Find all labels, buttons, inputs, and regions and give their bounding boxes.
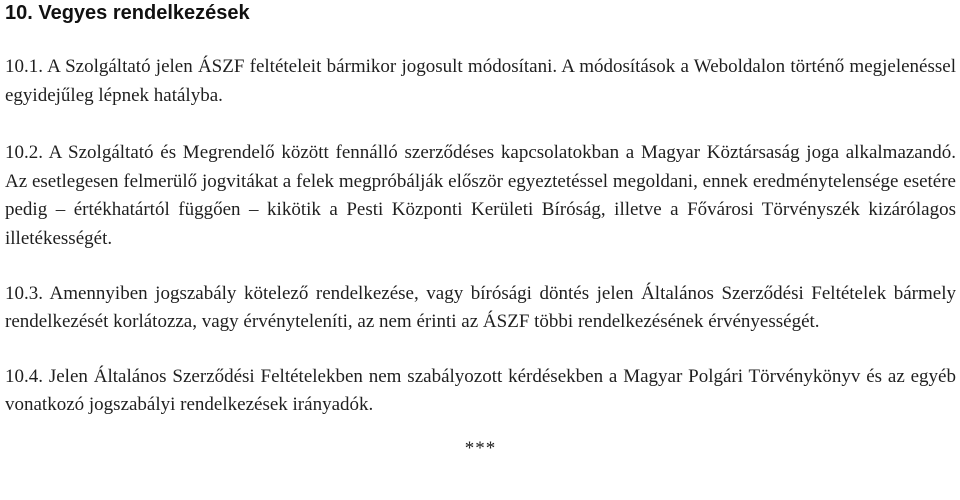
paragraph-10-4: 10.4. Jelen Általános Szerződési Feltételekben nem szabályozott kérdésekben a Magyar Polgári Törvénykönyv és az egyéb vonatkozó jogszabályi rendelkezések irányadók. <box>5 365 956 416</box>
paragraph-10-2: 10.2. A Szolgáltató és Megrendelő között fennálló szerződéses kapcsolatokban a Magyar Köztársaság joga alkalmazandó. Az esetlegesen felmerülő jogvitákat a felek megpróbálják először egyeztetéssel megoldani, ennek eredménytelensége esetére pedig – értékhatártól függően – kikötik a Pesti Központi Kerületi Bíróság, illetve a Fővárosi Törvényszék kizárólagos illetékességét. <box>5 142 956 249</box>
paragraph-10-1: 10.1. A Szolgáltató jelen ÁSZF feltételeit bármikor jogosult módosítani. A módosítások a Weboldalon történő megjelenéssel egyidejűleg lépnek hatályba. <box>5 56 956 106</box>
section-end-mark: *** <box>464 437 497 459</box>
section-heading: 10. Vegyes rendelkezések <box>5 2 250 24</box>
paragraph-10-3: 10.3. Amennyiben jogszabály kötelező rendelkezése, vagy bírósági döntés jelen Általános Szerződési Feltételek bármely rendelkezését korlátozza, vagy érvényteleníti, az nem érinti az ÁSZF többi rendelkezésének érvényességét. <box>5 282 956 333</box>
document-page <box>5 0 956 460</box>
